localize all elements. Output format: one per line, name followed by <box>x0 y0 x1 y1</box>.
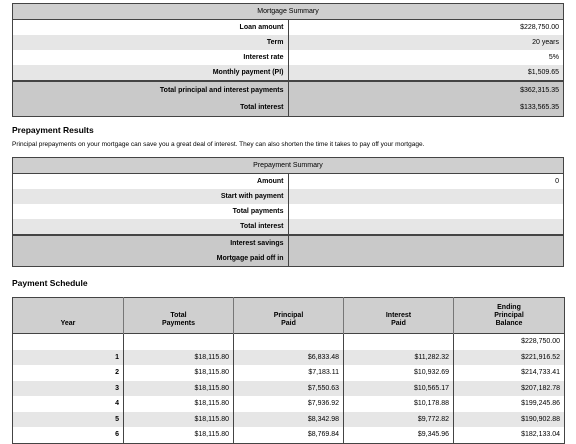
total-cell: $18,115.80 <box>124 396 234 412</box>
col-ending-balance <box>454 298 565 334</box>
table-row <box>13 396 565 412</box>
mortgage-summary-table <box>12 3 564 117</box>
year-cell <box>13 334 124 350</box>
principal-cell: $7,936.92 <box>234 396 344 412</box>
interest-cell: $11,282.32 <box>344 350 454 366</box>
table-row <box>13 381 565 397</box>
prepayment-description: Principal prepayments on your mortgage can save you a great deal of interest. They can also shorten the time it takes to pay off your mortgage. <box>12 141 425 148</box>
year-cell: 2 <box>13 365 124 381</box>
prepayment-summary-title: Prepayment Summary <box>13 158 564 174</box>
balance-cell: $182,133.04 <box>454 427 565 443</box>
interest-cell: $9,345.96 <box>344 427 454 443</box>
balance-cell: $190,902.88 <box>454 412 565 428</box>
col-principal-paid-label: Principal Paid <box>273 312 304 327</box>
amount-label: Amount <box>13 174 289 190</box>
start-with-payment-value[interactable] <box>288 189 564 204</box>
paid-off-in-value <box>288 251 564 267</box>
col-year: Year <box>13 298 124 334</box>
prepay-total-interest-value <box>288 219 564 235</box>
year-cell: 3 <box>13 381 124 397</box>
table-row <box>13 350 565 366</box>
monthly-payment-label: Monthly payment (PI) <box>13 65 289 81</box>
principal-cell <box>234 334 344 350</box>
mortgage-summary-title: Mortgage Summary <box>13 4 564 20</box>
start-with-payment-label: Start with payment <box>13 189 289 204</box>
amount-value[interactable]: 0 <box>288 174 564 190</box>
loan-amount-label: Loan amount <box>13 20 289 36</box>
term-label: Term <box>13 35 289 50</box>
year-cell: 5 <box>13 412 124 428</box>
col-total-payments-label: Total Payments <box>161 312 196 327</box>
principal-cell: $7,183.11 <box>234 365 344 381</box>
interest-cell: $9,772.82 <box>344 412 454 428</box>
interest-cell: $10,932.69 <box>344 365 454 381</box>
total-payments-value: $362,315.35 <box>288 81 564 99</box>
year-cell: 1 <box>13 350 124 366</box>
interest-cell <box>344 334 454 350</box>
table-row <box>13 412 565 428</box>
prepay-total-payments-value <box>288 204 564 219</box>
principal-cell: $6,833.48 <box>234 350 344 366</box>
total-cell <box>124 334 234 350</box>
principal-cell: $7,550.63 <box>234 381 344 397</box>
col-ending-balance-label: Ending Principal Balance <box>494 304 524 327</box>
total-interest-value: $133,565.35 <box>288 99 564 117</box>
interest-cell: $10,565.17 <box>344 381 454 397</box>
balance-cell: $199,245.86 <box>454 396 565 412</box>
col-total-payments <box>124 298 234 334</box>
interest-savings-label: Interest savings <box>13 235 289 251</box>
total-cell: $18,115.80 <box>124 427 234 443</box>
col-interest-paid <box>344 298 454 334</box>
principal-cell: $8,769.84 <box>234 427 344 443</box>
col-interest-paid-label: Interest Paid <box>385 312 412 327</box>
loan-amount-value: $228,750.00 <box>288 20 564 36</box>
monthly-payment-value: $1,509.65 <box>288 65 564 81</box>
table-row <box>13 365 565 381</box>
payment-schedule-table <box>12 297 565 444</box>
table-row <box>13 427 565 443</box>
year-cell: 4 <box>13 396 124 412</box>
balance-cell: $228,750.00 <box>454 334 565 350</box>
table-row <box>13 334 565 350</box>
principal-cell: $8,342.98 <box>234 412 344 428</box>
payment-schedule-heading: Payment Schedule <box>12 278 88 288</box>
year-cell: 6 <box>13 427 124 443</box>
balance-cell: $207,182.78 <box>454 381 565 397</box>
total-cell: $18,115.80 <box>124 350 234 366</box>
col-principal-paid <box>234 298 344 334</box>
interest-rate-value: 5% <box>288 50 564 65</box>
total-payments-label: Total principal and interest payments <box>13 81 289 99</box>
prepay-total-interest-label: Total interest <box>13 219 289 235</box>
total-interest-label: Total interest <box>13 99 289 117</box>
prepayment-results-heading: Prepayment Results <box>12 125 94 135</box>
term-value: 20 years <box>288 35 564 50</box>
prepayment-summary-table <box>12 157 564 267</box>
balance-cell: $221,916.52 <box>454 350 565 366</box>
paid-off-in-label: Mortgage paid off in <box>13 251 289 267</box>
interest-savings-value <box>288 235 564 251</box>
total-cell: $18,115.80 <box>124 412 234 428</box>
total-cell: $18,115.80 <box>124 365 234 381</box>
total-cell: $18,115.80 <box>124 381 234 397</box>
prepay-total-payments-label: Total payments <box>13 204 289 219</box>
interest-cell: $10,178.88 <box>344 396 454 412</box>
balance-cell: $214,733.41 <box>454 365 565 381</box>
interest-rate-label: Interest rate <box>13 50 289 65</box>
